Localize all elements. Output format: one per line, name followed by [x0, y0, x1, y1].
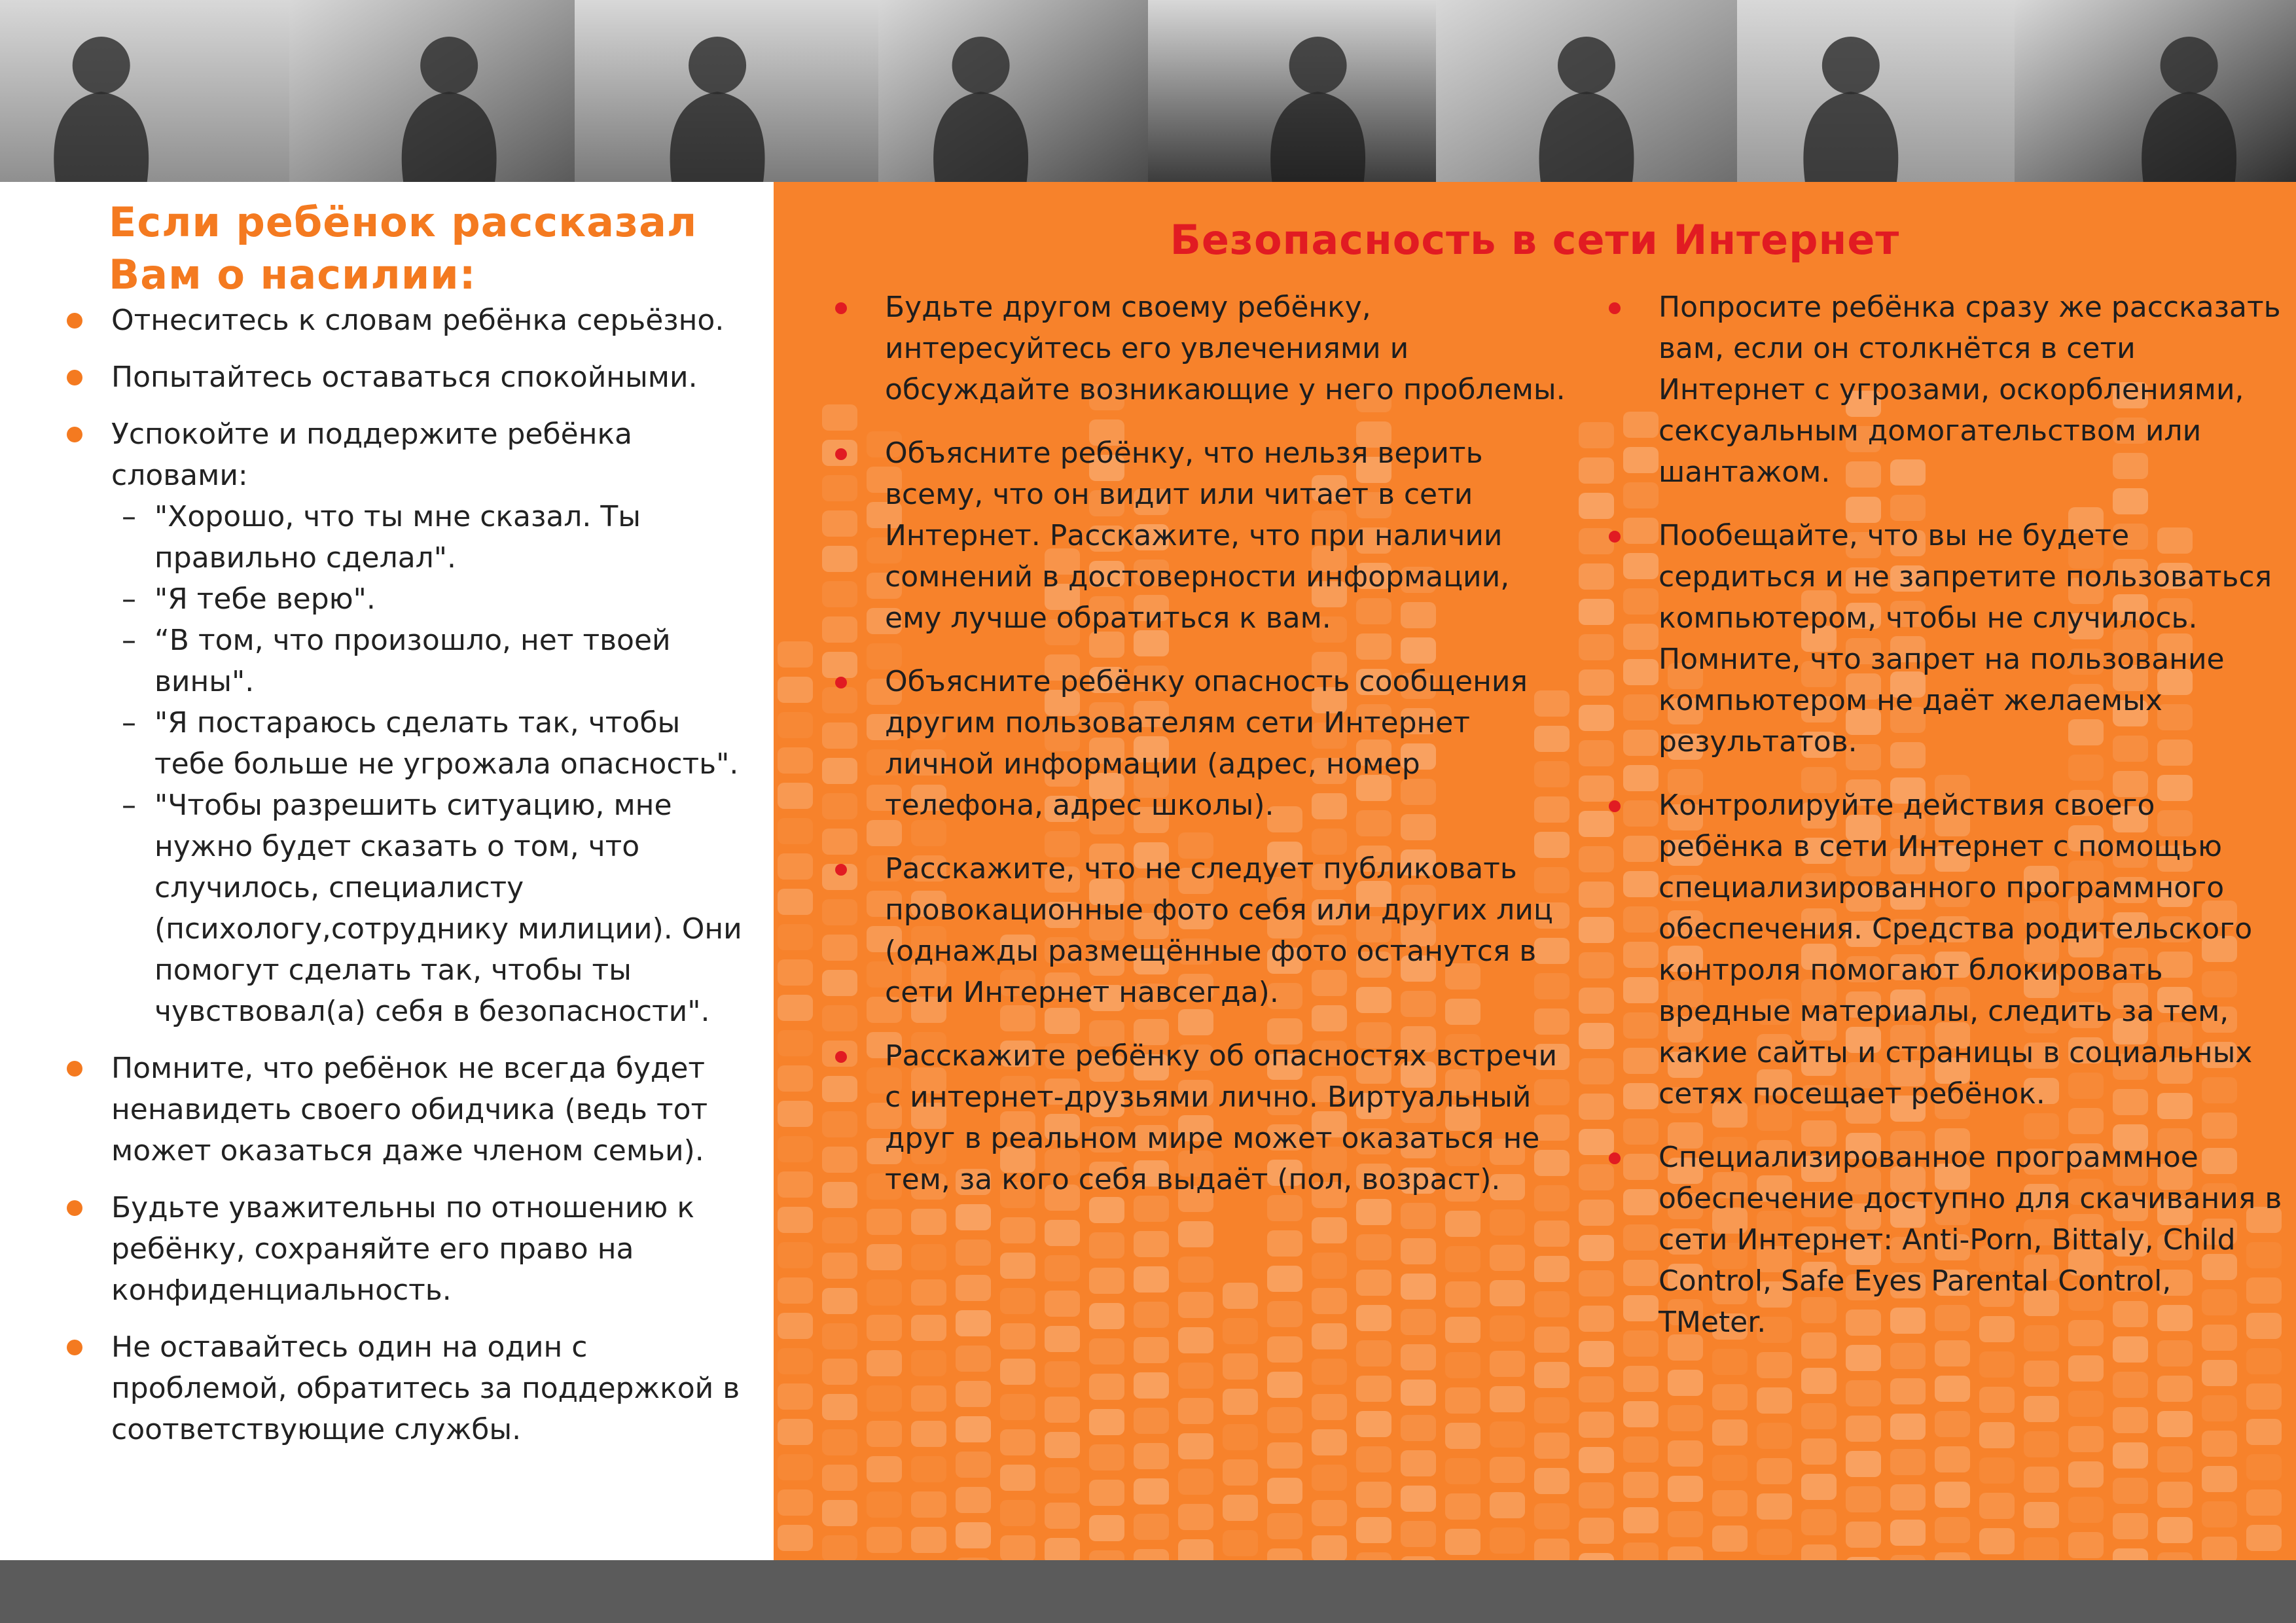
- right-title: Безопасность в сети Интернет: [1170, 216, 1900, 264]
- left-title: [109, 196, 750, 301]
- tip-text: Объясните ребёнку опасность сообщения другим пользователям сети Интернет личной информации (адрес, номер телефона, адрес школы).: [885, 665, 1528, 822]
- left-title-line-2: Вам о насилии:: [109, 251, 476, 298]
- quote-text: "Я постараюсь сделать так, чтобы тебе больше не угрожала опасность".: [154, 706, 739, 781]
- photo-girl-back-image: [289, 0, 575, 182]
- bullet-icon: [67, 1061, 82, 1077]
- bullet-icon: [1609, 531, 1621, 543]
- quote-text: "Чтобы разрешить ситуацию, мне нужно будет сказать о том, что случилось, специалисту (психологу,сотруднику милиции). Они помогут сделать так, чтобы ты чувствовал(а) себя в безопасности".: [154, 789, 742, 1028]
- photo-child-window-sill: [1737, 0, 2015, 182]
- bullet-icon: [67, 427, 82, 442]
- photo-face-in-hands-image: [1148, 0, 1436, 182]
- bullet-icon: [1609, 800, 1621, 812]
- list-item: [835, 287, 1575, 410]
- photo-crying-girl-image: [0, 0, 289, 182]
- photo-face-in-hands: [1148, 0, 1436, 182]
- list-item: [1609, 1137, 2283, 1343]
- quote-text: “В том, что произошло, нет твоей вины".: [154, 624, 671, 698]
- left-panel: [0, 182, 774, 1560]
- tip-text: Специализированное программное обеспечение доступно для скачивания в сети Интернет: Anti-Porn, Bittaly, Child Control, Safe Eyes Parental Control, TMeter.: [1659, 1141, 2282, 1339]
- list-item: [835, 848, 1575, 1013]
- photo-girl-back: [289, 0, 575, 182]
- bullet-icon: [835, 448, 847, 460]
- left-advice-list: [0, 300, 774, 1466]
- dash-icon: –: [122, 582, 136, 616]
- internet-tips-column-1: [835, 287, 1575, 1222]
- quote-item: [111, 785, 747, 1032]
- advice-text: Отнеситесь к словам ребёнка серьёзно.: [111, 304, 725, 337]
- list-item: [1609, 287, 2283, 493]
- internet-tips-column-2: [1609, 287, 2283, 1365]
- list-item: [0, 1327, 774, 1450]
- quote-item: [111, 496, 747, 579]
- quote-item: [111, 579, 747, 620]
- list-item: [0, 357, 774, 398]
- tip-text: Объясните ребёнку, что нельзя верить всему, что он видит или читает в сети Интернет. Расскажите, что при наличии сомнений в достоверности информации, ему лучше обратиться к вам.: [885, 437, 1510, 635]
- tip-text: Будьте другом своему ребёнку, интересуйтесь его увлечениями и обсуждайте возникающие у него проблемы.: [885, 291, 1566, 406]
- bullet-icon: [835, 864, 847, 876]
- photo-boy-street-image: [1436, 0, 1737, 182]
- dash-icon: –: [122, 789, 136, 822]
- advice-text: Не оставайтесь один на один с проблемой, обратитесь за поддержкой в соответствующие службы.: [111, 1330, 740, 1446]
- bullet-icon: [67, 1340, 82, 1355]
- quote-item: [111, 702, 747, 785]
- bottom-bar: [0, 1560, 2296, 1623]
- bullet-icon: [835, 302, 847, 314]
- dash-icon: –: [122, 500, 136, 533]
- list-item: [0, 1048, 774, 1171]
- bullet-icon: [67, 1200, 82, 1216]
- bullet-icon: [67, 370, 82, 385]
- bullet-icon: [835, 1051, 847, 1063]
- tip-text: Расскажите, что не следует публиковать провокационные фото себя или других лиц (однажды размещённые фото останутся в сети Интернет навсегда).: [885, 852, 1553, 1009]
- list-item: [1609, 515, 2283, 762]
- tip-text: Контролируйте действия своего ребёнка в сети Интернет с помощью специализированного программного обеспечения. Средства родительского контроля помогают блокировать вредные материалы, следить за тем, какие сайты и страницы в социальных сетях посещает ребёнок.: [1659, 789, 2253, 1111]
- bullet-icon: [1609, 302, 1621, 314]
- list-item: [835, 433, 1575, 639]
- advice-text: Будьте уважительны по отношению к ребёнку, сохраняйте его право на конфиденциальность.: [111, 1191, 694, 1307]
- list-item: [0, 414, 774, 1032]
- list-item: [1609, 785, 2283, 1115]
- photo-boy-street: [1436, 0, 1737, 182]
- photo-child-wall-image: [575, 0, 878, 182]
- photo-child-window-sill-image: [1737, 0, 2015, 182]
- right-panel: [774, 182, 2296, 1560]
- bullet-icon: [67, 313, 82, 329]
- photo-boy-window: [878, 0, 1148, 182]
- photo-crying-girl: [0, 0, 289, 182]
- advice-text: Успокойте и поддержите ребёнка словами:: [111, 418, 633, 492]
- tip-text: Попросите ребёнка сразу же рассказать вам, если он столкнётся в сети Интернет с угрозами, оскорблениями, сексуальным домогательством или шантажом.: [1659, 291, 2281, 489]
- quote-list: [111, 496, 747, 1032]
- quote-text: "Хорошо, что ты мне сказал. Ты правильно сделал".: [154, 500, 641, 575]
- left-title-line-1: Если ребёнок рассказал: [109, 198, 698, 246]
- advice-text: Попытайтесь оставаться спокойными.: [111, 361, 698, 394]
- quote-item: [111, 620, 747, 702]
- photo-strip: [0, 0, 2296, 182]
- bullet-icon: [1609, 1152, 1621, 1164]
- photo-child-wall: [575, 0, 878, 182]
- list-item: [835, 661, 1575, 826]
- list-item: [0, 300, 774, 341]
- tip-text: Пообещайте, что вы не будете сердиться и не запретите пользоваться компьютером, чтобы не случилось. Помните, что запрет на пользование компьютером не даёт желаемых результатов.: [1659, 519, 2272, 758]
- tip-text: Расскажите ребёнку об опасностях встречи с интернет-друзьями лично. Виртуальный друг в реальном мире может оказаться не тем, за кого себя выдаёт (пол, возраст).: [885, 1039, 1558, 1196]
- dash-icon: –: [122, 706, 136, 740]
- quote-text: "Я тебе верю".: [154, 582, 376, 616]
- photo-toddler-crying-image: [2015, 0, 2296, 182]
- photo-toddler-crying: [2015, 0, 2296, 182]
- advice-text: Помните, что ребёнок не всегда будет ненавидеть своего обидчика (ведь тот может оказаться даже членом семьи).: [111, 1052, 708, 1168]
- list-item: [835, 1035, 1575, 1200]
- bullet-icon: [835, 677, 847, 688]
- list-item: [0, 1187, 774, 1311]
- dash-icon: –: [122, 624, 136, 657]
- photo-boy-window-image: [878, 0, 1148, 182]
